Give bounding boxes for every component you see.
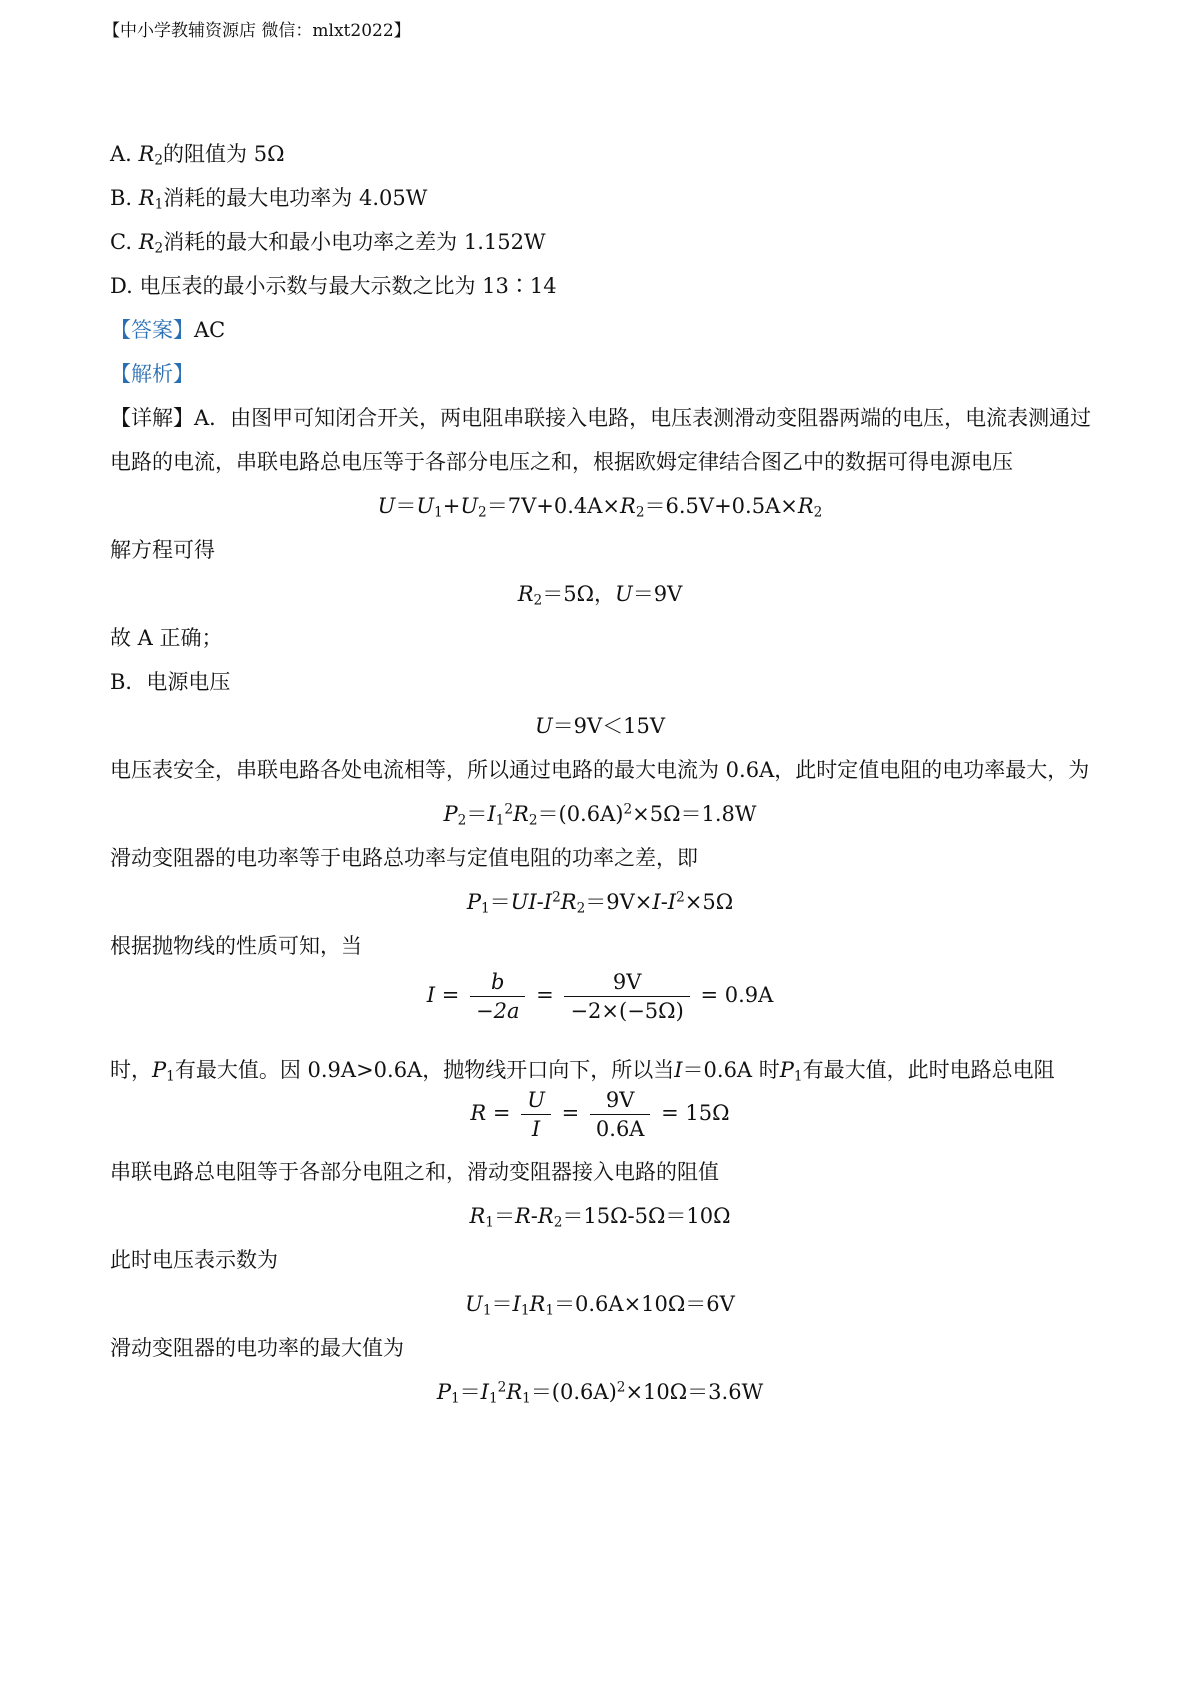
- analysis-line: [110, 358, 194, 388]
- answer-value: AC: [194, 318, 226, 342]
- solve-text: 解方程可得: [110, 538, 215, 562]
- detail-line-2: 电路的电流，串联电路总电压等于各部分电压之和，根据欧姆定律结合图乙中的数据可得电源电压: [110, 450, 1013, 474]
- option-d: D. 电压表的最小示数与最大示数之比为 13∶14: [110, 274, 557, 298]
- answer-tag: 【答案】: [110, 318, 194, 342]
- detail-line-1: 【详解】A．由图甲可知闭合开关，两电阻串联接入电路，电压表测滑动变阻器两端的电压，电流表测通过: [110, 406, 1092, 430]
- equation-8: $R_1=R-R_2=15\Omega-5\Omega=10\Omega$: [469, 1204, 731, 1231]
- fraction-9v-over-10: $\frac{9V}{-2\times(-5\Omega)}$: [564, 970, 689, 1023]
- option-a: A. $R_2$的阻值为 5Ω: [110, 142, 285, 169]
- equation-4: $P_2=I_1^2R_2=(0.6A)^2\times 5\Omega=1.8W$: [443, 801, 757, 829]
- fraction-9v-over-06a: $\frac{9V}{0.6A}$: [590, 1088, 651, 1141]
- equation-1: $U=U_1+U_2=7V+0.4A\times R_2=6.5V+0.5A\times R_2$: [377, 494, 823, 521]
- when-text: 时，$P_1$有最大值。因 0.9A>0.6A，抛物线开口向下，所以当I＝0.6A 时$P_1$有最大值，此时电路总电阻: [110, 1058, 1055, 1085]
- b-heading: B．电源电压: [110, 670, 231, 694]
- equation-5: $P_1=UI-I^2R_2=9V\times I-I^2\times 5\Omega$: [466, 889, 734, 917]
- safe-text: 电压表安全，串联电路各处电流相等，所以通过电路的最大电流为 0.6A，此时定值电阻的电功率最大，为: [110, 758, 1090, 782]
- equation-6: I = $\frac{b}{-2a}$ = $\frac{9V}{-2\times(-5\Omega)}$ = 0.9A: [426, 970, 774, 1023]
- equation-3: U＝9V＜15V: [534, 714, 666, 738]
- page-header: 【中小学教辅资源店 微信：mlxt2022】: [103, 21, 411, 41]
- option-b: B. $R_1$消耗的最大电功率为 4.05W: [110, 186, 428, 213]
- slide-text: 滑动变阻器的电功率等于电路总功率与定值电阻的功率之差，即: [110, 846, 698, 870]
- series-text: 串联电路总电阻等于各部分电阻之和，滑动变阻器接入电路的阻值: [110, 1160, 719, 1184]
- fraction-b-over-2a: $\frac{b}{-2a}$: [470, 970, 525, 1023]
- parabola-text: 根据抛物线的性质可知，当: [110, 934, 362, 958]
- max-power-text: 滑动变阻器的电功率的最大值为: [110, 1336, 404, 1360]
- equation-2: $R_2=5\Omega$，U＝9V: [517, 582, 683, 609]
- equation-9: $U_1=I_1R_1=0.6A\times 10\Omega=6V$: [465, 1292, 735, 1319]
- option-c: C. $R_2$消耗的最大和最小电功率之差为 1.152W: [110, 230, 546, 257]
- equation-10: $P_1=I_1^2R_1=(0.6A)^2\times 10\Omega=3.6W$: [436, 1379, 764, 1407]
- analysis-tag: 【解析】: [110, 362, 194, 386]
- a-correct-text: 故 A 正确；: [110, 626, 223, 650]
- answer-line: [110, 314, 225, 344]
- fraction-u-over-i: $\frac{U}{I}$: [521, 1088, 551, 1141]
- voltmeter-text: 此时电压表示数为: [110, 1248, 278, 1272]
- equation-7: R = $\frac{U}{I}$ = $\frac{9V}{0.6A}$ = 15Ω: [470, 1088, 730, 1141]
